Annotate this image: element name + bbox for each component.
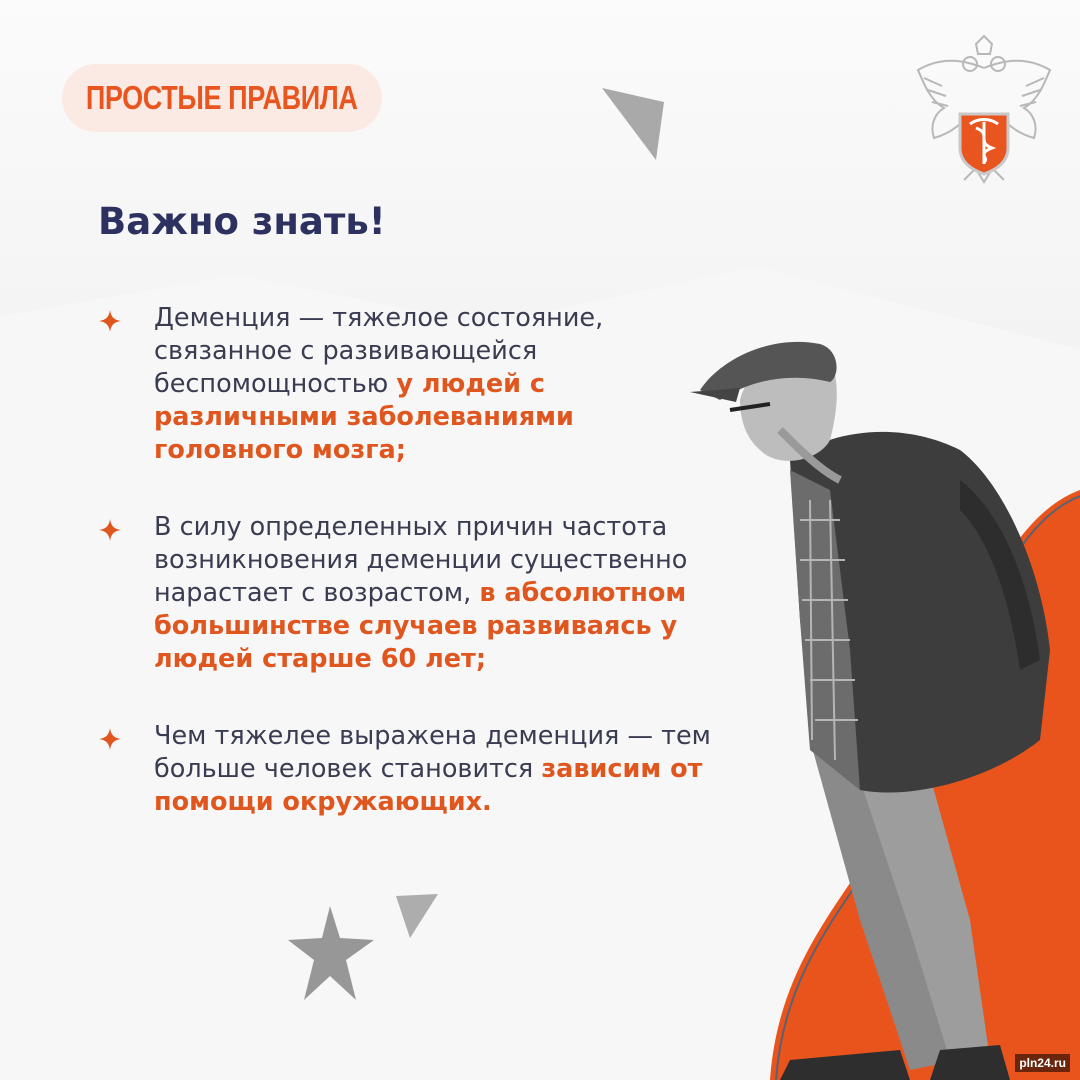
- watermark: pln24.ru: [1015, 1054, 1070, 1072]
- list-item: [98, 720, 718, 819]
- section-badge: [62, 64, 382, 132]
- item-plain-text: В силу определенных причин частота возникновения деменции существенно нарастает с возрастом,: [154, 512, 688, 608]
- list-item-text: [154, 720, 718, 819]
- decorative-star: [286, 904, 376, 1004]
- orange-star-bullet-icon: [98, 518, 122, 542]
- orange-star-bullet-icon: [98, 727, 122, 751]
- page-title: Важно знать!: [98, 200, 386, 243]
- decorative-triangle: [598, 84, 668, 164]
- orange-star-bullet-icon: [98, 309, 122, 333]
- item-accent-text: зависим от помощи окружающих.: [154, 754, 703, 817]
- list-item: [98, 511, 718, 676]
- item-accent-text: у людей с различными заболеваниями головного мозга;: [154, 369, 574, 465]
- decorative-triangle-small: [394, 892, 440, 940]
- facts-list: [98, 302, 718, 863]
- item-plain-text: Деменция — тяжелое состояние, связанное с развивающейся беспомощностью: [154, 303, 604, 399]
- list-item-text: [154, 302, 718, 467]
- elderly-man-illustration: [660, 320, 1080, 1080]
- list-item-text: [154, 511, 718, 676]
- list-item: [98, 302, 718, 467]
- item-accent-text: в абсолютном большинстве случаев развиваясь у людей старше 60 лет;: [154, 578, 687, 674]
- ministry-of-health-emblem-icon: [904, 30, 1064, 190]
- item-plain-text: Чем тяжелее выражена деменция — тем больше человек становится: [154, 721, 711, 784]
- badge-label: ПРОСТЫЕ ПРАВИЛА: [86, 79, 358, 116]
